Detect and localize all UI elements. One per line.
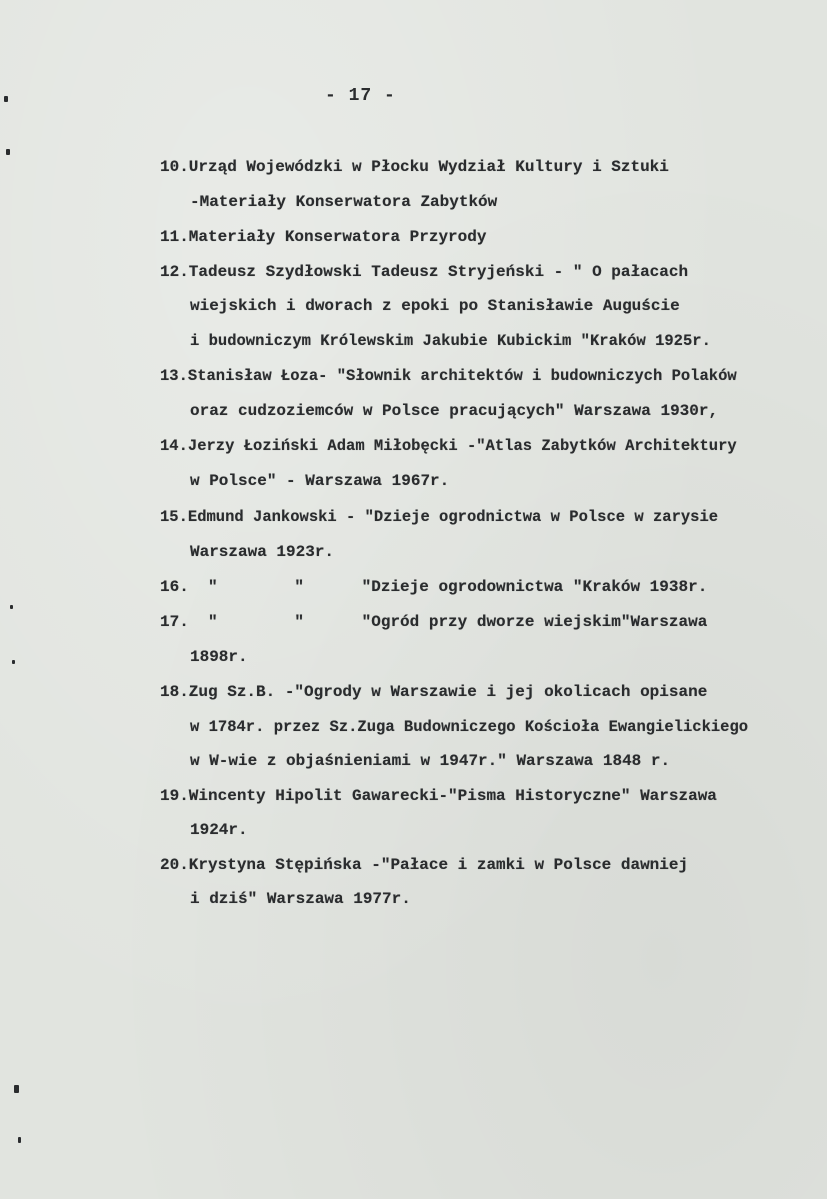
margin-speck xyxy=(4,96,8,102)
bibliography-line: 10.Urząd Wojewódzki w Płocku Wydział Kultury i Sztuki xyxy=(160,158,669,176)
bibliography-line: 16. " " "Dzieje ogrodownictwa "Kraków 1938r. xyxy=(160,578,708,596)
bibliography-line: oraz cudzoziemców w Polsce pracujących" Warszawa 1930r, xyxy=(190,402,719,420)
bibliography-line: 17. " " "Ogród przy dworze wiejskim"Warszawa xyxy=(160,613,708,631)
bibliography-line: 12.Tadeusz Szydłowski Tadeusz Stryjeński - " O pałacach xyxy=(160,263,689,281)
margin-speck xyxy=(18,1137,21,1143)
bibliography-line: i budowniczym Królewskim Jakubie Kubickim "Kraków 1925r. xyxy=(190,332,711,350)
margin-speck xyxy=(14,1085,19,1093)
bibliography-line: 18.Zug Sz.B. -"Ogrody w Warszawie i jej okolicach opisane xyxy=(160,683,708,701)
bibliography-line: 13.Stanisław Łoza- "Słownik architektów i budowniczych Polaków xyxy=(160,367,737,385)
bibliography-line: 1924r. xyxy=(190,821,248,839)
margin-speck xyxy=(12,660,15,664)
bibliography-line: w 1784r. przez Sz.Zuga Budowniczego Kościoła Ewangielickiego xyxy=(190,718,749,736)
bibliography-line: w Polsce" - Warszawa 1967r. xyxy=(190,472,450,490)
bibliography-line: 15.Edmund Jankowski - "Dzieje ogrodnictwa w Polsce w zarysie xyxy=(160,508,719,526)
margin-speck xyxy=(10,605,13,609)
bibliography-line: 20.Krystyna Stępińska -"Pałace i zamki w Polsce dawniej xyxy=(160,856,689,874)
bibliography-line: w W-wie z objaśnieniami w 1947r." Warszawa 1848 r. xyxy=(190,752,671,770)
bibliography-line: 14.Jerzy Łoziński Adam Miłobęcki -"Atlas Zabytków Architektury xyxy=(160,437,737,455)
bibliography-line: 1898r. xyxy=(190,648,248,666)
bibliography-line: 19.Wincenty Hipolit Gawarecki-"Pisma Historyczne" Warszawa xyxy=(160,787,717,805)
bibliography-line: i dziś" Warszawa 1977r. xyxy=(190,890,411,908)
bibliography-line: -Materiały Konserwatora Zabytków xyxy=(190,193,498,211)
margin-speck xyxy=(6,149,10,155)
page-number: - 17 - xyxy=(325,86,396,106)
bibliography-line: wiejskich i dworach z epoki po Stanisławie Auguście xyxy=(190,297,680,315)
bibliography-line: 11.Materiały Konserwatora Przyrody xyxy=(160,228,487,246)
bibliography-line: Warszawa 1923r. xyxy=(190,543,335,561)
